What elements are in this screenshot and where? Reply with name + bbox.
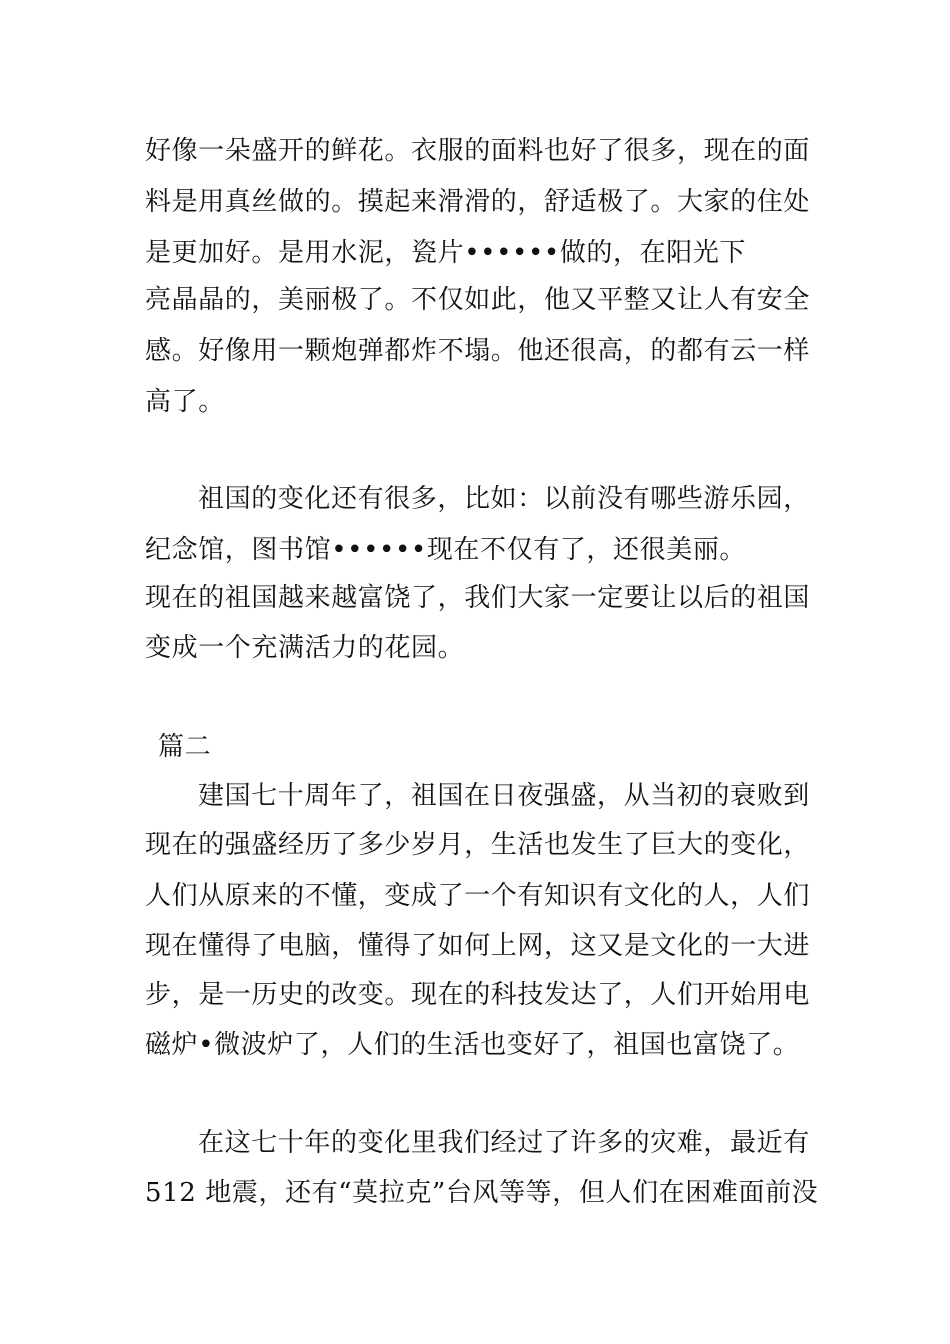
text-line: 现在的强盛经历了多少岁月，生活也发生了巨大的变化，: [145, 830, 811, 860]
text-line: 在这七十年的变化里我们经过了许多的灾难，最近有: [198, 1128, 810, 1158]
text-line: 高了。: [145, 387, 225, 417]
section-heading: 篇二: [158, 732, 212, 762]
text-line: 人们从原来的不懂，变成了一个有知识有文化的人，人们: [145, 881, 811, 911]
text-line: 512 地震，还有“莫拉克”台风等等，但人们在困难面前没: [145, 1178, 819, 1208]
text-line: 纪念馆，图书馆••••••现在不仅有了，还很美丽。: [145, 535, 747, 565]
text-line: 感。好像用一颗炮弹都炸不塌。他还很高，的都有云一样: [145, 336, 811, 366]
text-line: 现在懂得了电脑，懂得了如何上网，这又是文化的一大进: [145, 931, 811, 961]
text-line: 是更加好。是用水泥，瓷片••••••做的，在阳光下: [145, 238, 747, 268]
text-line: 建国七十周年了，祖国在日夜强盛，从当初的衰败到: [198, 781, 810, 811]
text-line: 亮晶晶的，美丽极了。不仅如此，他又平整又让人有安全: [145, 285, 811, 315]
text-line: 磁炉•微波炉了，人们的生活也变好了，祖国也富饶了。: [145, 1030, 800, 1060]
text-line: 料是用真丝做的。摸起来滑滑的，舒适极了。大家的住处: [145, 187, 811, 217]
text-line: 步，是一历史的改变。现在的科技发达了，人们开始用电: [145, 980, 811, 1010]
text-line: 好像一朵盛开的鲜花。衣服的面料也好了很多，现在的面: [145, 136, 811, 166]
text-line: 变成一个充满活力的花园。: [145, 633, 465, 663]
text-line: 现在的祖国越来越富饶了，我们大家一定要让以后的祖国: [145, 583, 811, 613]
text-line: 祖国的变化还有很多，比如：以前没有哪些游乐园，: [198, 484, 810, 514]
